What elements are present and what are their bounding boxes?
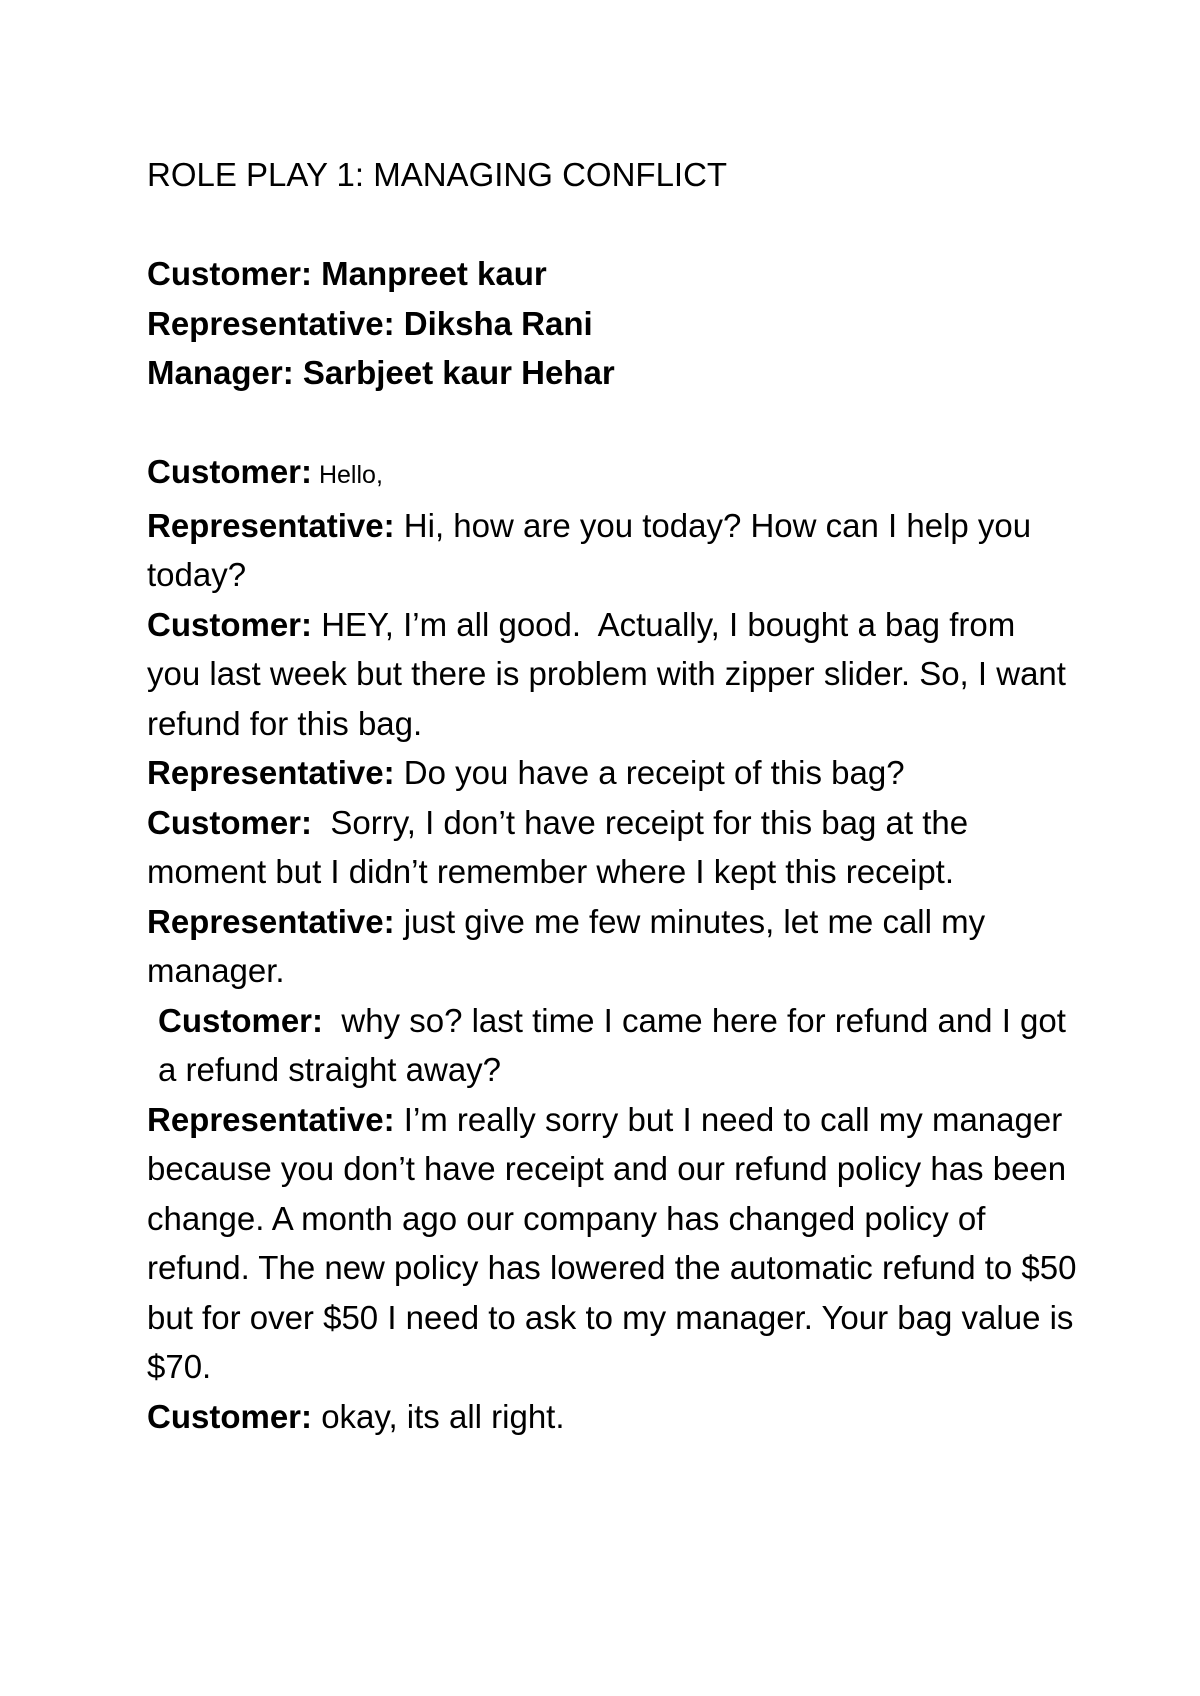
document-page — [147, 150, 1086, 1441]
cast-customer: Customer: Manpreet kaur — [147, 255, 547, 292]
dialogue-text: Do you have a receipt of this bag? — [394, 754, 905, 791]
dialogue-text: okay, its all right. — [312, 1397, 565, 1435]
dialogue-text: Hi, how are you today? How can I help you today? — [147, 506, 1041, 593]
speaker-label: Representative: — [147, 754, 395, 791]
speaker-label: Representative: — [147, 902, 395, 940]
speaker-label: Customer: — [158, 1001, 324, 1039]
dialogue-text: Hello, — [312, 461, 383, 489]
speaker-label: Representative: — [147, 506, 395, 544]
speaker-label: Customer: — [147, 1397, 313, 1435]
cast-representative: Representative: Diksha Rani — [147, 304, 593, 342]
dialogue-text: why so? last time I came here for refund and I got a refund straight away? — [158, 1001, 1076, 1088]
dialogue-line-2 — [147, 501, 1077, 600]
speaker-label: Customer: — [147, 605, 313, 643]
dialogue-line-5 — [147, 798, 1077, 897]
dialogue-text: Sorry, I don’t have receipt for this bag at the moment but I didn’t remember where I kept this receipt. — [147, 803, 978, 890]
dialogue-text: HEY, I’m all good. Actually, I bought a bag from you last week but there is problem with zipper slider. So, I want refund for this bag. — [147, 605, 1076, 742]
dialogue-line-1 — [147, 447, 1077, 501]
spacer — [147, 200, 1077, 250]
dialogue-text: just give me few minutes, let me call my manager. — [147, 902, 995, 989]
dialogue-line-3 — [147, 600, 1077, 749]
dialogue-text: I’m really sorry but I need to call my manager because you don’t have receipt and our refund policy has been change. A month ago our company has changed policy of refund. The new policy has lowered the automatic refund to $50 but for over $50 I need to ask to my manager. Your bag value is $70. — [147, 1100, 1086, 1385]
dialogue-line-4 — [147, 748, 1077, 798]
cast-manager: Manager: Sarbjeet kaur Hehar — [147, 354, 615, 391]
dialogue-line-7 — [147, 996, 1077, 1095]
spacer — [147, 398, 1077, 448]
dialogue-line-8 — [147, 1095, 1086, 1392]
dialogue-line-6 — [147, 897, 1077, 996]
speaker-label: Customer: — [147, 803, 313, 841]
document-title: ROLE PLAY 1: MANAGING CONFLICT — [147, 156, 728, 193]
dialogue-line-9 — [147, 1392, 1077, 1442]
speaker-label: Customer: — [147, 453, 313, 490]
speaker-label: Representative: — [147, 1100, 395, 1138]
